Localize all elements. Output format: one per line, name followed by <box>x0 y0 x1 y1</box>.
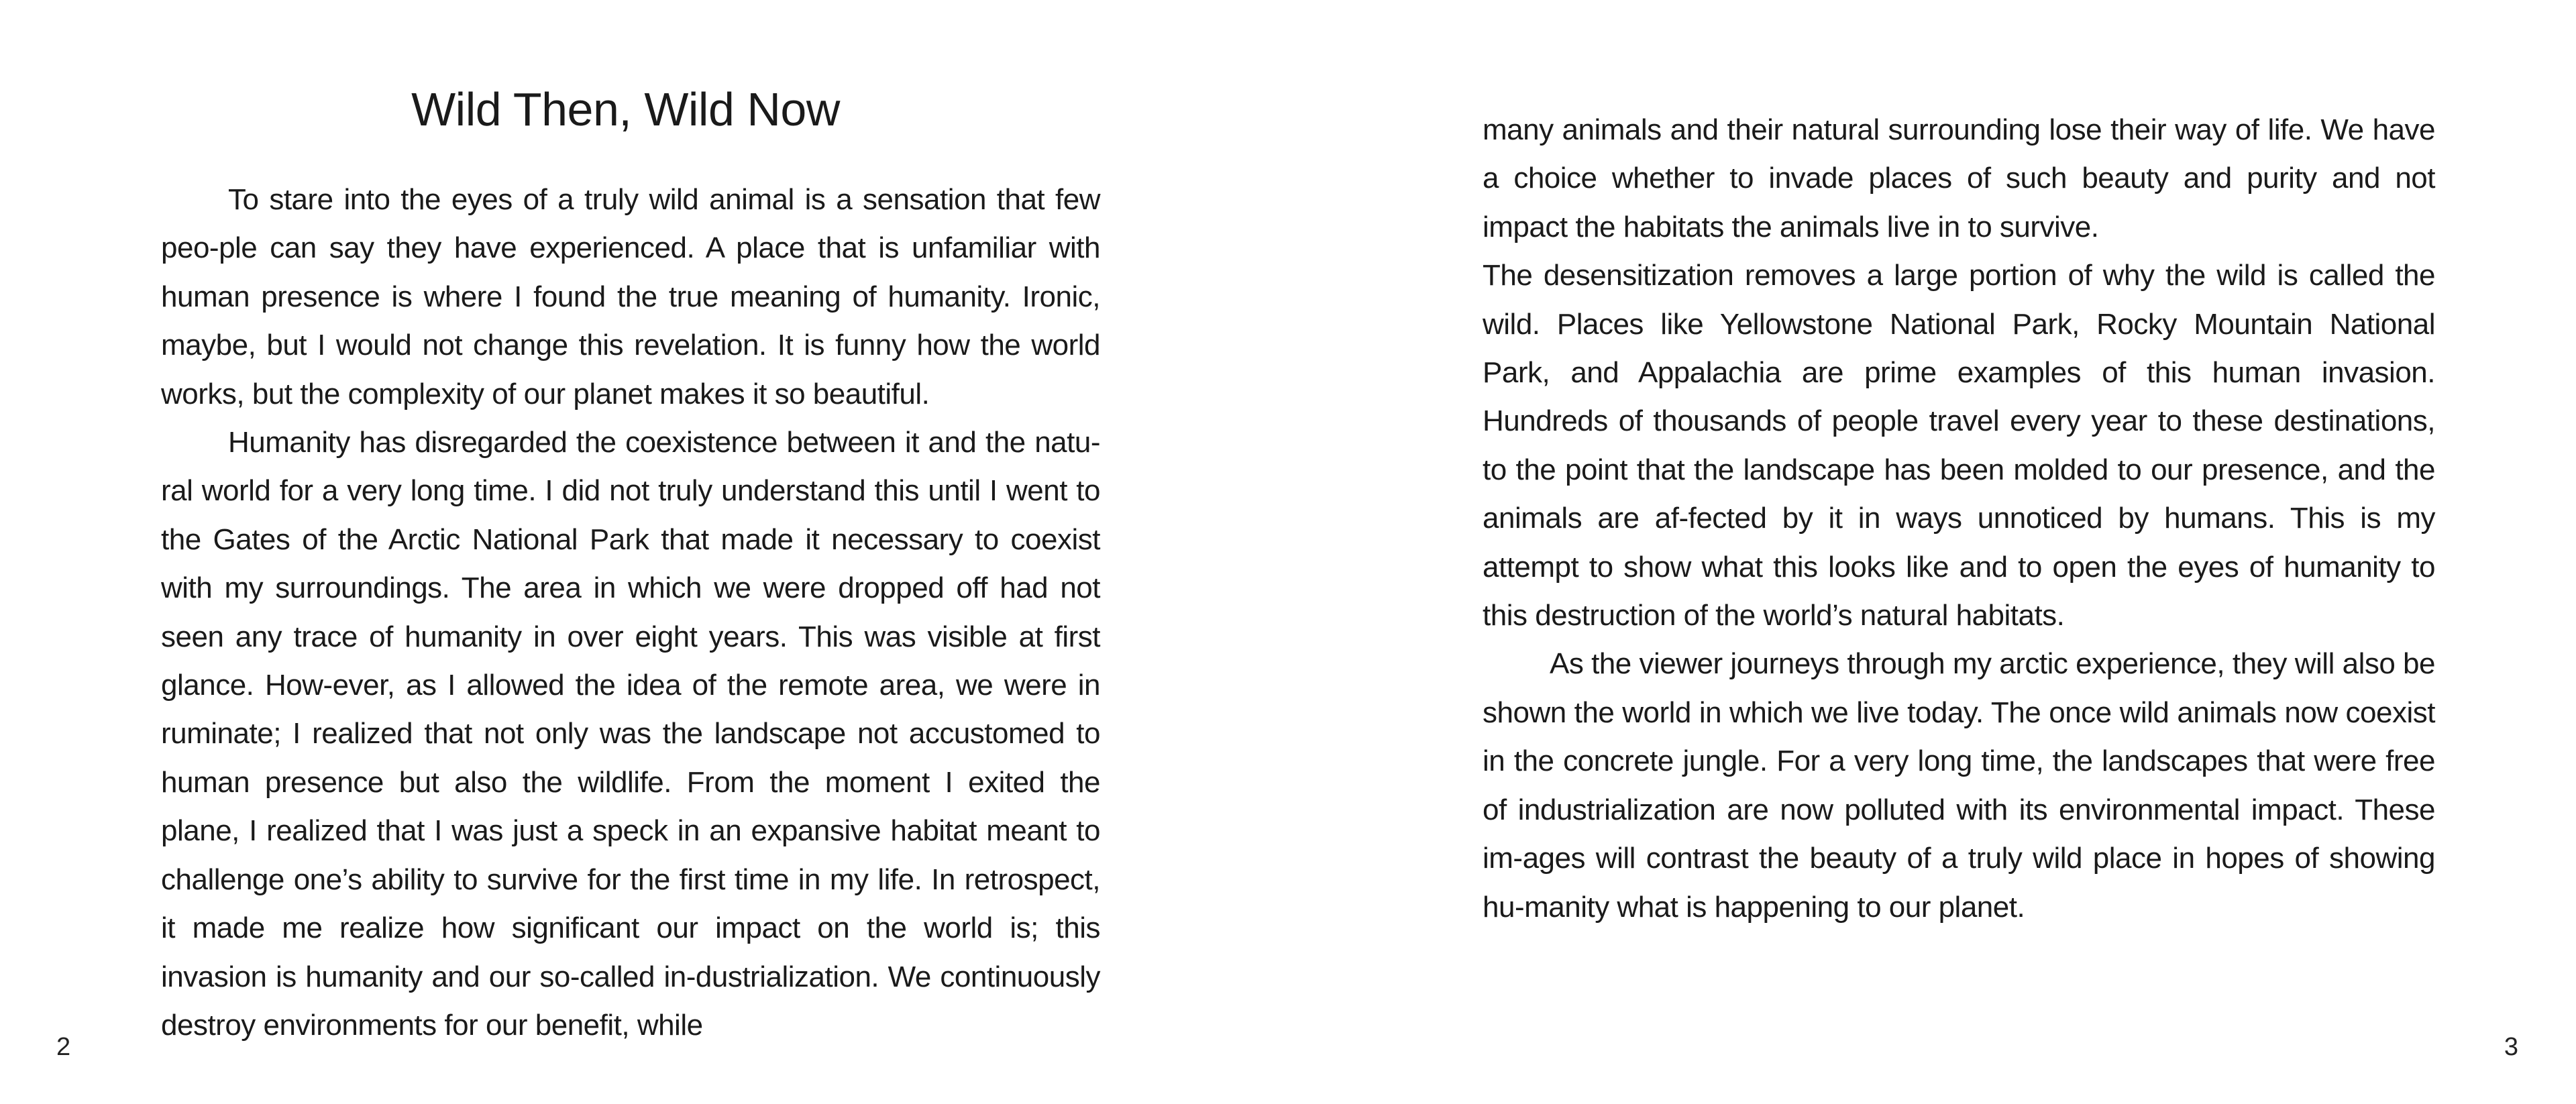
left-page-number: 2 <box>56 1033 71 1061</box>
page-title: Wild Then, Wild Now <box>411 83 840 135</box>
body-paragraph-1: To stare into the eyes of a truly wild animal is a sensation that few peo-ple can say they have experienced. A place that is unfamiliar with human presence is where I found the true meaning of humanity. Ironic, maybe, but I would not change this revelation. It is funny how the world works, but the complexity of our planet makes it so beautiful. <box>161 183 1100 410</box>
body-paragraph-3: many animals and their natural surrounding lose their way of life. We have a choice whether to invade places of such beauty and purity and not impact the habitats the animals live in to survive. <box>1483 113 2435 243</box>
right-page-body <box>1483 106 2435 932</box>
body-paragraph-4: The desensitization removes a large portion of why the wild is called the wild. Places like Yellowstone National Park, Rocky Mountain National Park, and Appalachia are prime examples of this human invasion. Hundreds of thousands of people travel every year to these destinations, to the point that the landscape has been molded to our presence, and the animals are af-fected by it in ways unnoticed by humans. This is my attempt to show what this looks like and to open the eyes of humanity to this destruction of the world’s natural habitats. <box>1483 259 2435 632</box>
right-page-number: 3 <box>2504 1033 2518 1061</box>
right-page <box>1288 0 2576 1104</box>
left-page-body <box>161 176 1100 1050</box>
body-paragraph-5: As the viewer journeys through my arctic experience, they will also be shown the world in which we live today. The once wild animals now coexist in the concrete jungle. For a very long time, the landscapes that were free of industrialization are now polluted with its environmental impact. These im-ages will contrast the beauty of a truly wild place in hopes of showing hu-manity what is happening to our planet. <box>1483 647 2435 924</box>
body-paragraph-2: Humanity has disregarded the coexistence between it and the natu-ral world for a very long time. I did not truly understand this until I went to the Gates of the Arctic National Park that made it necessary to coexist with my surroundings. The area in which we were dropped off had not seen any trace of humanity in over eight years. This was visible at first glance. How-ever, as I allowed the idea of the remote area, we were in ruminate; I realized that not only was the landscape not accustomed to human presence but also the wildlife. From the moment I exited the plane, I realized that I was just a speck in an expansive habitat meant to challenge one’s ability to survive for the first time in my life. In retrospect, it made me realize how significant our impact on the world is; this invasion is humanity and our so-called in-dustrialization. We continuously destroy environments for our benefit, while <box>161 426 1100 1042</box>
